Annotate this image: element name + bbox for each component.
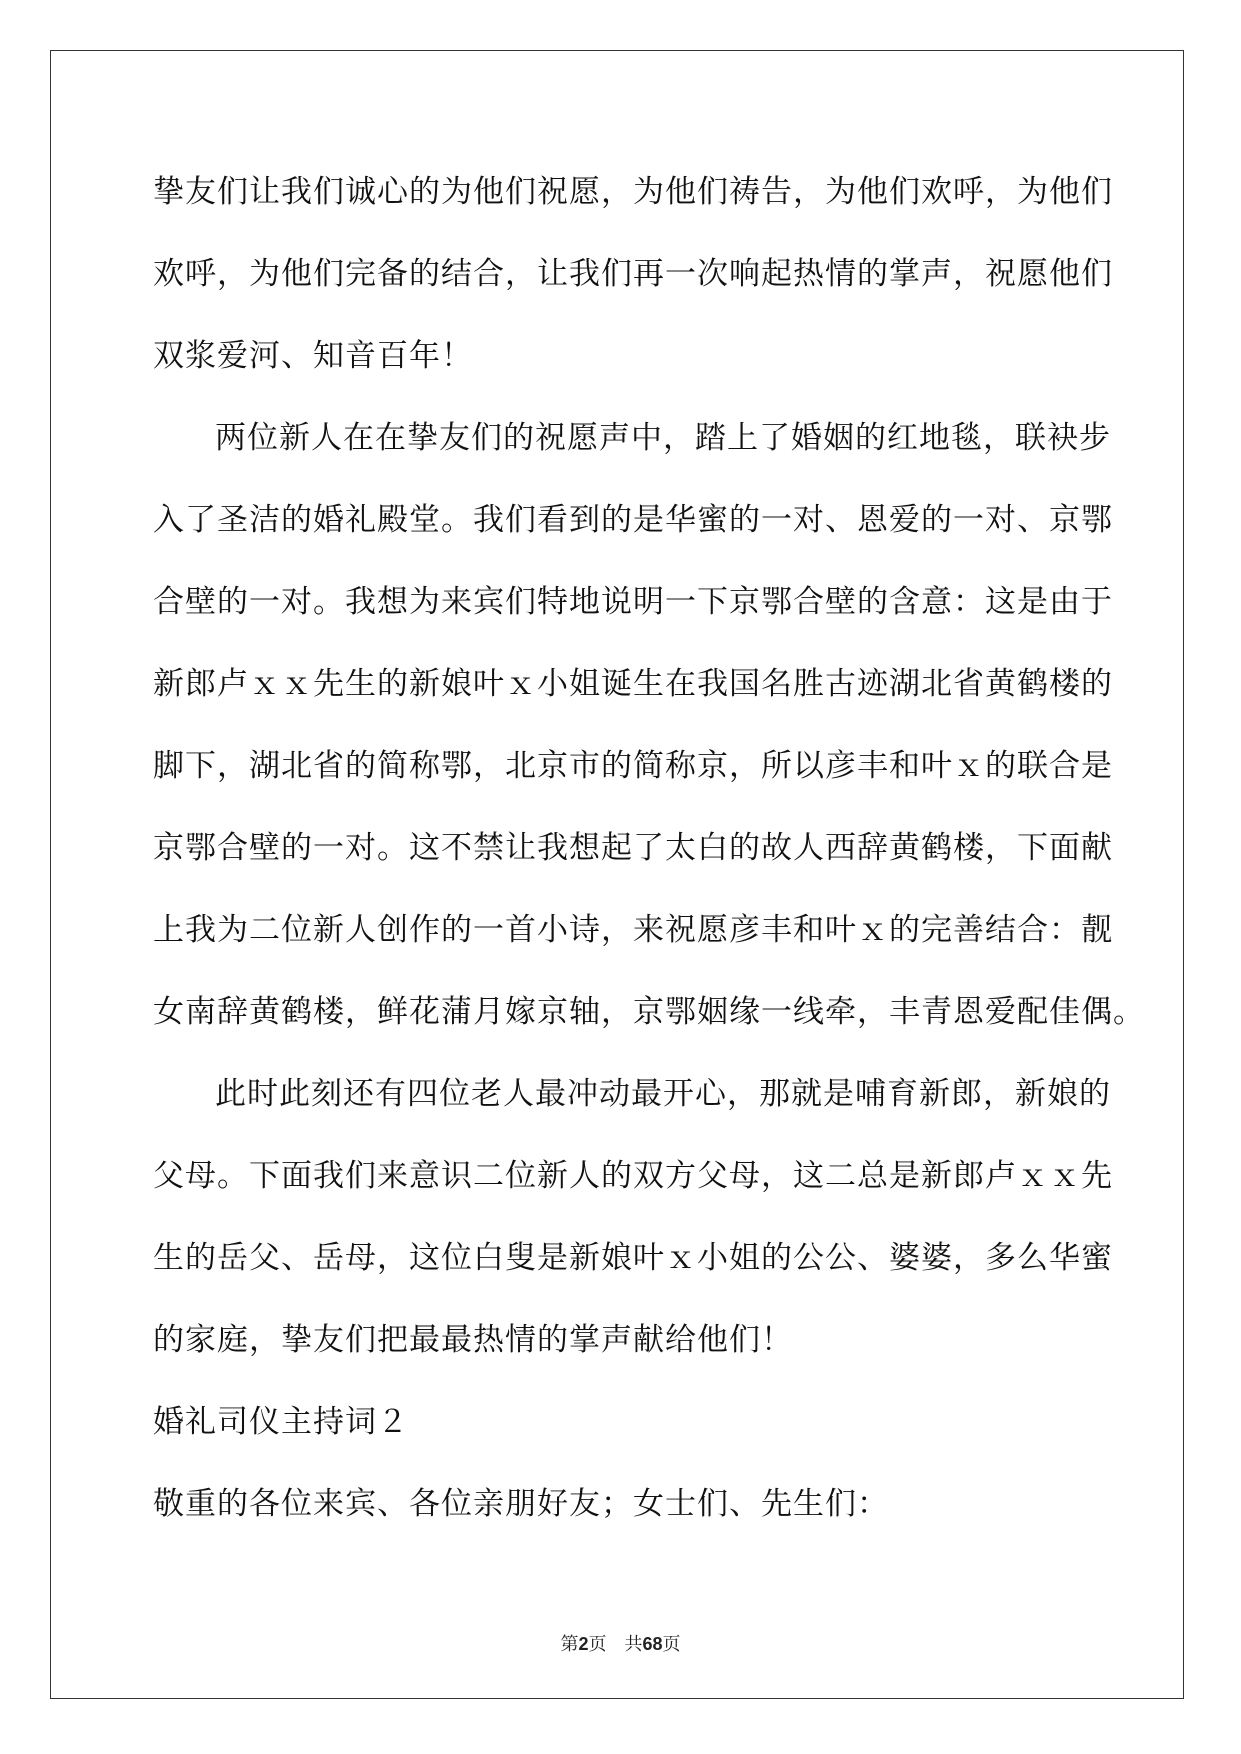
paragraph-start-line: 两位新人在在挚友们的祝愿声中，踏上了婚姻的红地毯，联袂步	[215, 420, 1111, 456]
text-line: 新郎卢ｘｘ先生的新娘叶ｘ小姐诞生在我国名胜古迹湖北省黄鹤楼的	[153, 666, 1113, 702]
text-line: 入了圣洁的婚礼殿堂。我们看到的是华蜜的一对、恩爱的一对、京鄂	[153, 502, 1113, 538]
text-line: 女南辞黄鹤楼，鲜花蒲月嫁京轴，京鄂姻缘一线牵，丰青恩爱配佳偶。	[153, 994, 1145, 1030]
document-body	[153, 162, 1145, 1556]
salutation-line: 敬重的各位来宾、各位亲朋好友；女士们、先生们：	[153, 1486, 889, 1522]
text-line: 合壁的一对。我想为来宾们特地说明一下京鄂合壁的含意：这是由于	[153, 584, 1113, 620]
text-line: 上我为二位新人创作的一首小诗，来祝愿彦丰和叶ｘ的完善结合：靓	[153, 912, 1113, 948]
text-line: 生的岳父、岳母，这位白叟是新娘叶ｘ小姐的公公、婆婆，多么华蜜	[153, 1240, 1113, 1276]
text-line: 的家庭，挚友们把最最热情的掌声献给他们！	[153, 1322, 793, 1358]
total-prefix: 共	[624, 1634, 643, 1655]
section-heading: 婚礼司仪主持词２	[153, 1404, 409, 1440]
page-footer	[0, 1630, 1241, 1656]
page-current: 2	[578, 1634, 589, 1654]
text-line: 欢呼，为他们完备的结合，让我们再一次响起热情的掌声，祝愿他们	[153, 256, 1113, 292]
text-line: 挚友们让我们诚心的为他们祝愿，为他们祷告，为他们欢呼，为他们	[153, 174, 1113, 210]
total-unit: 页	[662, 1634, 681, 1655]
text-line: 双浆爱河、知音百年！	[153, 338, 473, 374]
text-line: 脚下，湖北省的简称鄂，北京市的简称京，所以彦丰和叶ｘ的联合是	[153, 748, 1113, 784]
paragraph-start-line: 此时此刻还有四位老人最冲动最开心，那就是哺育新郎，新娘的	[215, 1076, 1111, 1112]
page-total: 68	[642, 1634, 663, 1654]
text-line: 父母。下面我们来意识二位新人的双方父母，这二总是新郎卢ｘｘ先	[153, 1158, 1113, 1194]
page-unit: 页	[588, 1634, 607, 1655]
page-prefix: 第	[560, 1634, 579, 1655]
text-line: 京鄂合壁的一对。这不禁让我想起了太白的故人西辞黄鹤楼，下面献	[153, 830, 1113, 866]
